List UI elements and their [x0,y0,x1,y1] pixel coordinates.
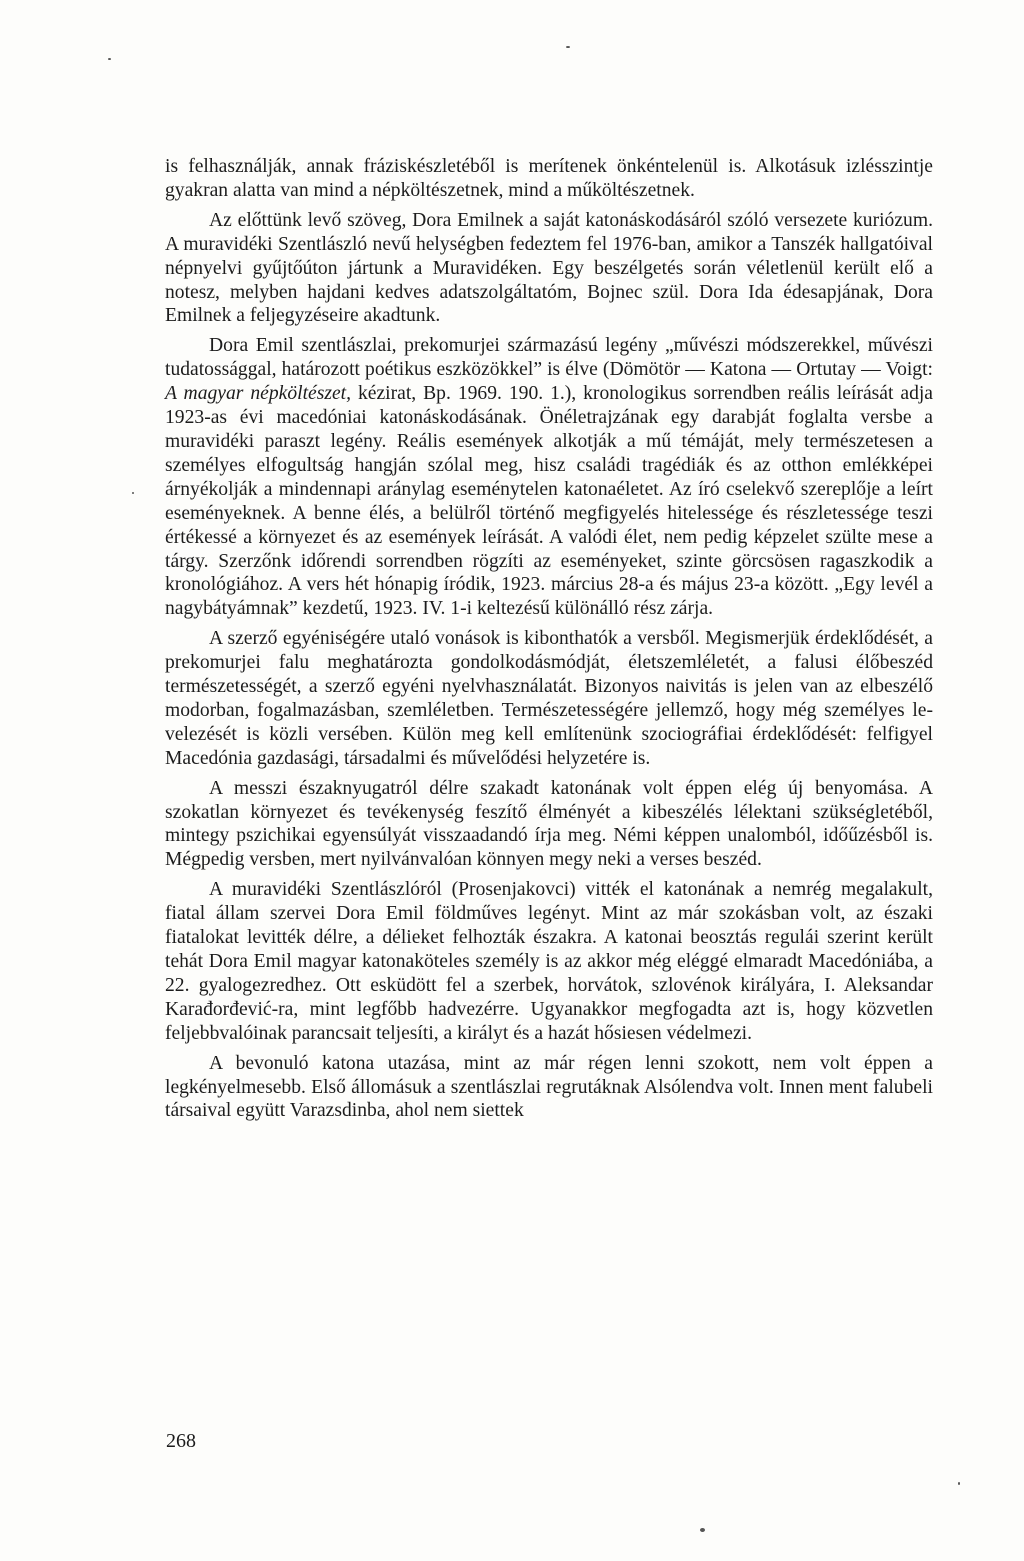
book-title: A magyar népköltészet, [165,383,352,405]
paragraph-p4 [165,627,933,770]
scan-speck [958,1482,960,1485]
text-run: A muravidéki Szentlászlóról (Prosenjakovci) vitték el katonának a nemrég megalakult, fiatal állam szervei Dora Emil földműves legényt. Mint az már szokásban volt, az északi fiatalokat levitték délre, a délieket felhozták északra. A katonai beosztás regulái szerint került tehát Dora Emil magyar katonaköteles személy is az akkor még eléggé elmaradt Macedóniába, a 22. gyalogezredhez. Ott esküdött fel a szerbek, horvátok, szlovénok királyára, I. Aleksandar Karađorđević-ra, mint legfőbb hadvezérre. Ugyanakkor megfogadta azt is, hogy közvetlen feljebbvalóinak parancsait teljesíti, a királyt és a hazát hősiesen védelmezi. [165,879,933,1044]
text-run: A szerző egyéniségére utaló vonások is kibonthatók a versből. Megismerjük érdeklődését, a prekomurjei falu meghatározta gondolkodásmódját, életszemléletét, a falusi élőbeszéd természetességét, a szerző egyéni nyelvhasználatát. Bizonyos naivitás is jelen van az elbeszélő modorban, fogalmazásban, szemléletben. Természetességére jellemző, hogy még személyes levelezését is közli versében. Külön meg kell említenünk szociográfiai érdeklődését: felfigyel Macedónia gazdasági, társadalmi és művelődési helyzetére is. [165,628,933,769]
scan-speck [132,492,134,494]
scan-speck [108,58,111,60]
body-text [165,155,933,1123]
scan-speck [566,46,570,48]
paragraph-p1 [165,155,933,203]
text-run: Az előttünk levő szöveg, Dora Emilnek a saját katonáskodásáról szóló versezete kuriózum. A muravidéki Szentlászló nevű helységben fedeztem fel 1976-ban, amikor a Tanszék hallgatóival népnyelvi gyűjtőúton jártunk a Muravidéken. Egy beszélgetés során véletlenül került elő a notesz, melyben hajdani kedves adatszolgáltatóm, Bojnec szül. Dora Ida édesapjának, Dora Emilnek a feljegyzéseire akadtunk. [165,209,933,327]
paragraph-p5 [165,777,933,873]
text-run: kézirat, Bp. 1969. 190. 1.), kronologikus sorrendben reális leírását adja 1923-as évi macedóniai katonáskodásának. Önéletrajzának egy darabját foglalta versbe a muravidéki paraszt legény. Reális események alkotják a mű témáját, mely természetesen a személyes elfogultság hangján szólal meg, hisz családi tragédiák és az otthon emlékképei árnyékolják a mindennapi aránylag eseménytelen katonaéletet. Az író cselekvő szereplője a leírt eseményeknek. A benne élés, a belülről történő megfigyelés hitelessége és részletessége teszi értékessé a környezet és az események leírását. A valódi élet, nem pedig képzelet szülte mese a tárgy. Szerzőnk időrendi sorrendben rögzíti az eseményeket, szinte görcsösen ragaszkodik a kronológiához. A vers hét hónapig íródik, 1923. március 28-a és május 23-a között. „Egy levél a nagybátyámnak” kezdetű, 1923. IV. 1-i keltezésű különálló rész zárja. [165,383,934,620]
text-run: Dora Emil szentlászlai, prekomurjei származású legény „művészi módszerekkel, művészi tudatossággal, határozott poétikus eszközökkel” is élve (Dömötör — Katona — Ortutay — Voigt: [165,335,933,381]
paragraph-p7 [165,1052,933,1124]
paragraph-p6 [165,878,933,1045]
paragraph-p3 [165,334,933,621]
page-number: 268 [166,1430,196,1452]
text-run: A bevonuló katona utazása, mint az már régen lenni szokott, nem volt éppen a legkényelmesebb. Első állomásuk a szentlászlai regrutáknak Alsólendva volt. Innen ment falubeli társaival együtt Varazsdinba, ahol nem siettek [165,1052,933,1122]
paragraph-p2 [165,209,933,329]
scan-speck [700,1528,705,1532]
text-run: is felhasználják, annak fráziskészletéből is merítenek önkéntelenül is. Alkotásuk izlésszintje gyakran alatta van mind a népköltészetnek, mind a műköltészetnek. [165,156,933,201]
text-run: A messzi északnyugatról délre szakadt katonának volt éppen elég új benyomása. A szokatlan környezet és tevékenység feszítő élményét a kibeszélés lélektani szükségletéből, mintegy pszichikai egyensúlyát visszaadandó írja meg. Némi képpen unalomból, időűzésből is. Mégpedig versben, mert nyilvánvalóan könnyen megy neki a verses beszéd. [165,777,933,871]
